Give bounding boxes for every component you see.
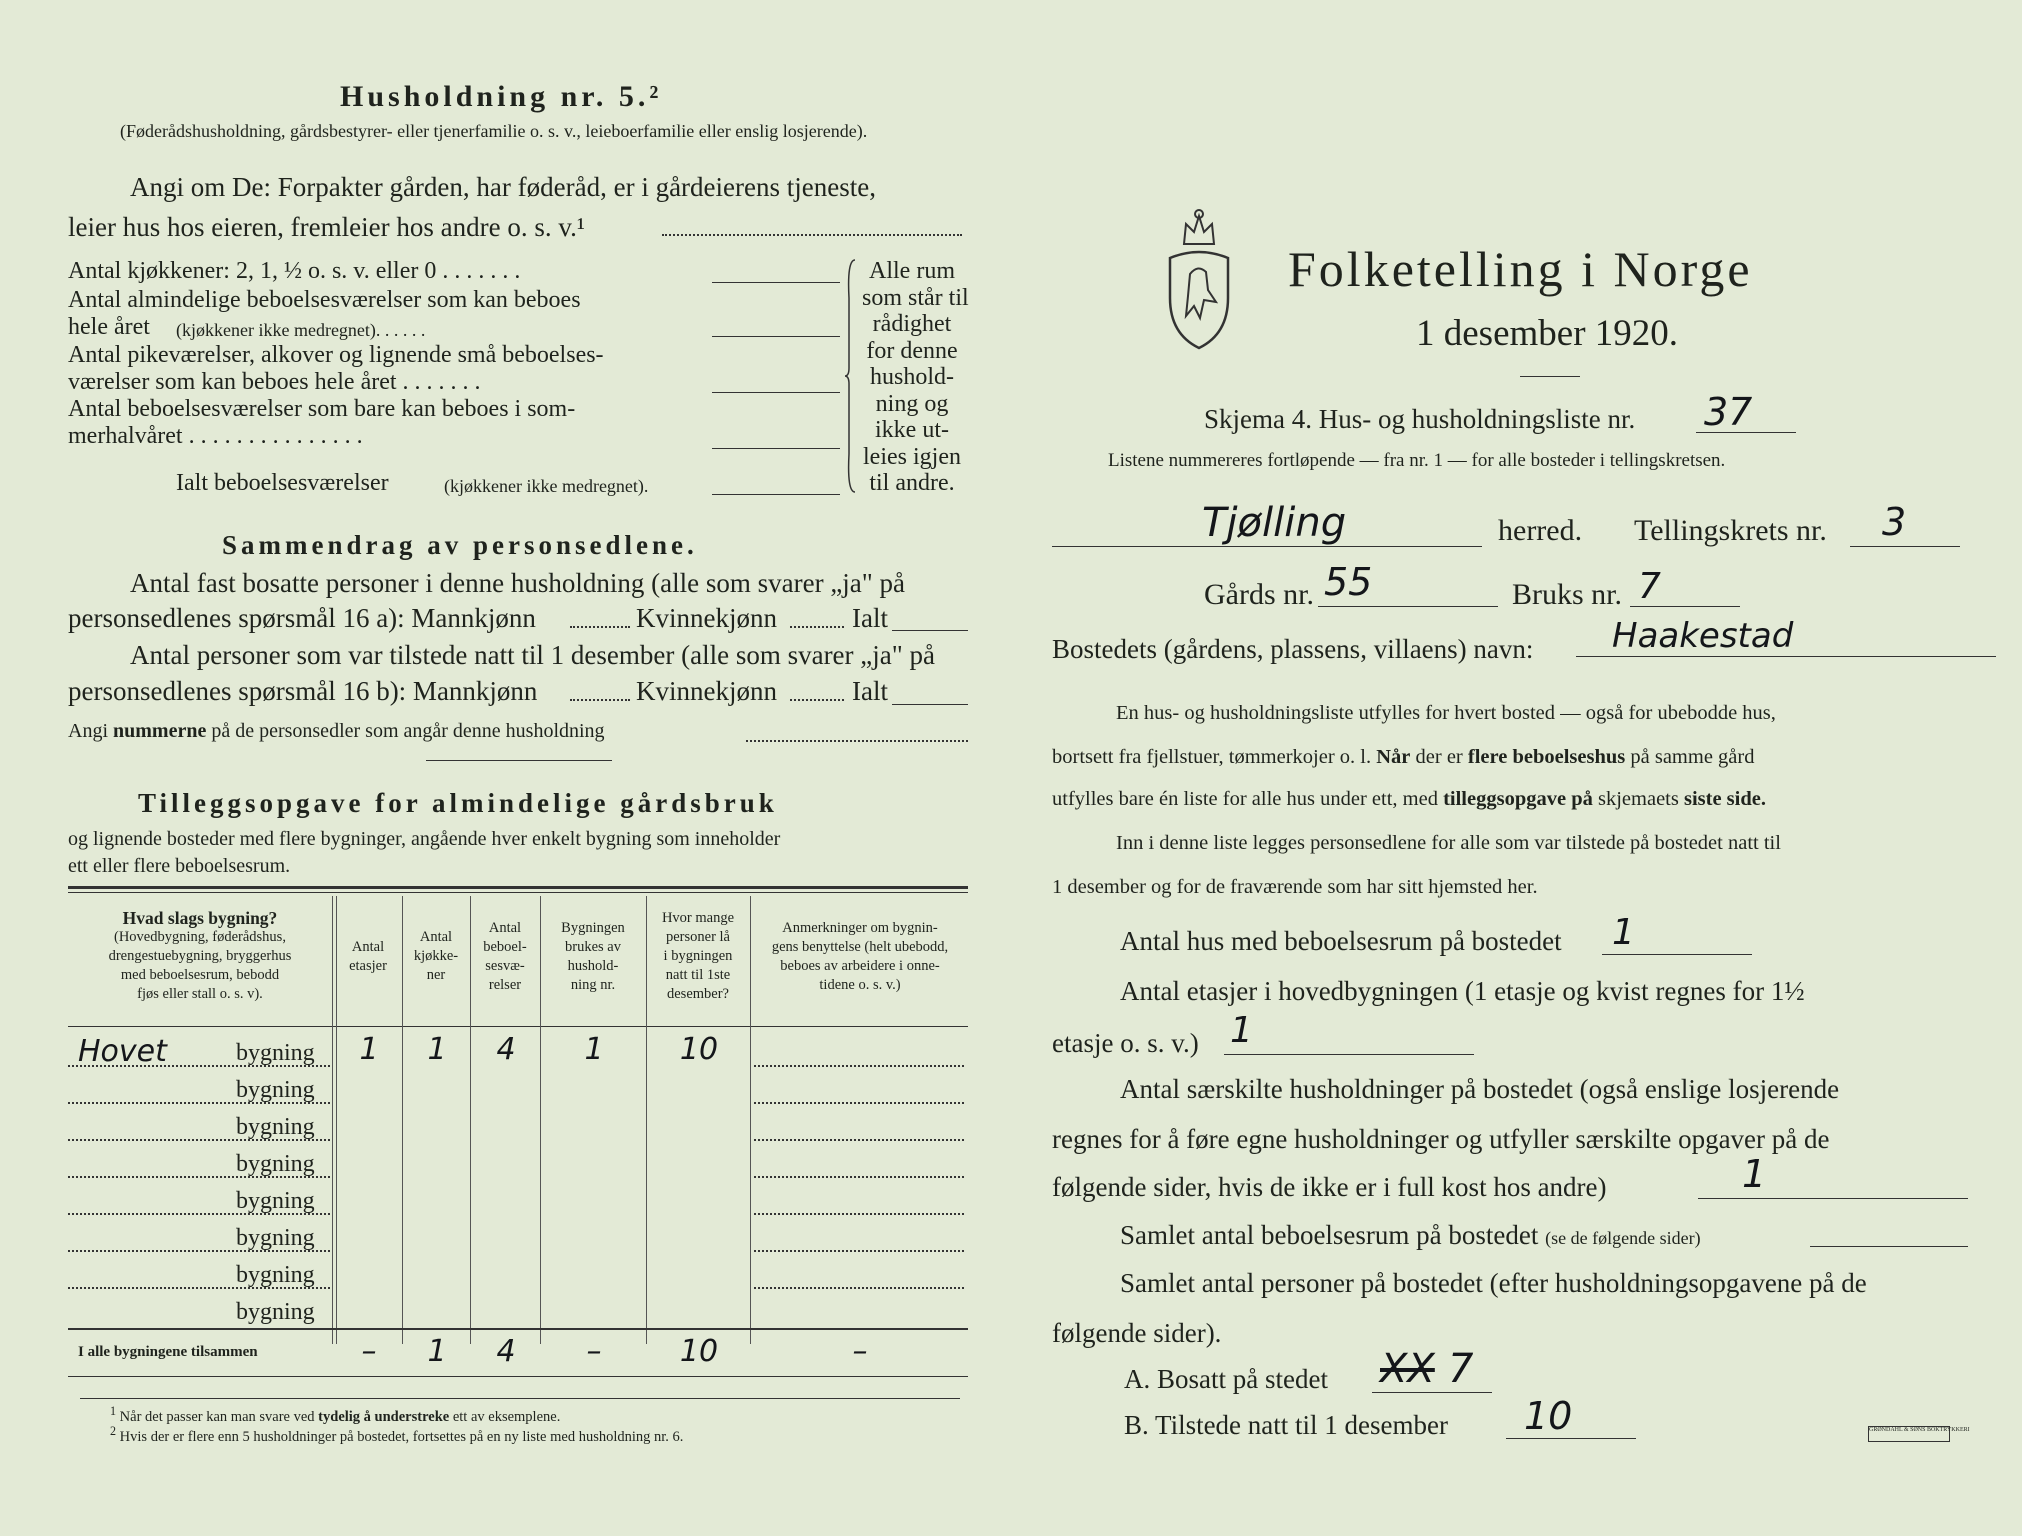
header-text: beboes av arbeidere i onne- [780, 957, 940, 974]
row-floors: 1 [359, 1032, 379, 1067]
instructions-bold: tilleggsopgave på [1443, 788, 1593, 810]
row-suffix: bygning [236, 1040, 315, 1066]
rooms-side-note [862, 258, 969, 497]
question-floors-1: Antal etasjer i hovedbygningen (1 etasje og kvist regnes for 1½ [1120, 976, 1805, 1006]
side-note-line: hushold- [870, 364, 954, 390]
answer-tilstede: 10 [1524, 1394, 1573, 1438]
tellingskrets-line [1850, 546, 1960, 547]
footnote-1-suffix: ett av eksemplene. [452, 1408, 561, 1425]
header-text: fjøs eller stall o. s. v). [137, 986, 263, 1002]
row-kind: Hovet [78, 1034, 167, 1069]
question-rooms-note: (se de følgende sider) [1545, 1228, 1701, 1248]
bosted-value: Haakestad [1612, 616, 1794, 656]
row-fill [68, 1250, 330, 1252]
footnote-1-prefix: Når det passer kan man svare ved [119, 1408, 315, 1425]
header-text: drengestuebygning, bryggerhus [108, 948, 292, 964]
female-fill [790, 699, 844, 701]
header-rule [68, 1026, 968, 1027]
header-text: gens benyttelse (helt ubebodd, [771, 938, 949, 955]
total-label: I alle bygningene tilsammen [78, 1344, 258, 1360]
row-suffix: bygning [236, 1299, 315, 1325]
header-text: desember? [666, 986, 729, 1002]
numbers-prefix: Angi [68, 720, 108, 742]
table-top-rule [68, 886, 968, 889]
summary-p2-line2: personsedlenes spørsmål 16 b): Mannkjønn [68, 676, 538, 706]
answer-line [712, 392, 840, 393]
total-rooms: 4 [496, 1334, 516, 1369]
row-suffix: bygning [236, 1114, 315, 1140]
answer-bosatt-struck: XX [1380, 1346, 1435, 1392]
rooms-maid-1: Antal pikeværelser, alkover og lignende små beboelses- [68, 342, 604, 368]
side-note-line: ikke ut- [875, 417, 949, 443]
row-remarks-fill [754, 1213, 964, 1215]
answer-floors-line [1224, 1054, 1474, 1055]
header-floors [336, 894, 400, 1019]
answer-bosatt: 7 [1448, 1346, 1474, 1392]
angi-line-1: Angi om De: Forpakter gården, har føderåd, er i gårdeierens tjeneste, [130, 172, 876, 202]
printer-mark: GRØNDAHL & SØNS BOKTRYKKERI [1868, 1426, 1950, 1442]
census-title: Folketelling i Norge [1288, 241, 1753, 297]
row-fill [68, 1287, 330, 1289]
question-rooms [1120, 1220, 1701, 1251]
header-text: beboel- [483, 938, 527, 955]
rooms-living-1: Antal almindelige beboelsesværelser som kan beboes [68, 287, 581, 313]
instructions-bold: Når [1376, 746, 1411, 768]
title-divider [1520, 376, 1580, 377]
total-kitchens: 1 [427, 1334, 447, 1369]
instructions-text: der er [1415, 746, 1463, 768]
table-row [68, 1291, 968, 1328]
row-remarks-fill [754, 1139, 964, 1141]
total-line [892, 630, 968, 631]
rooms-summer-1: Antal beboelsesværelser som bare kan beboes i som- [68, 396, 576, 422]
angi-fill-line [662, 234, 962, 236]
rooms-maid-2: værelser som kan beboes hele året . . . . . . . [68, 369, 481, 395]
summary-total-label: Ialt [852, 676, 888, 706]
question-persons-1: Samlet antal personer på bostedet (efter husholdningsopgavene på de [1120, 1268, 1867, 1298]
row-fill [68, 1176, 330, 1178]
row-suffix: bygning [236, 1077, 315, 1103]
schema-line [1696, 432, 1796, 433]
header-used-by [542, 894, 644, 1019]
table-row [68, 1143, 968, 1180]
instructions-text: bortsett fra fjellstuer, tømmerkojer o. l. [1052, 746, 1372, 768]
row-remarks-fill [754, 1287, 964, 1289]
header-text: natt til 1ste [665, 967, 731, 983]
summary-female-label: Kvinnekjønn [636, 603, 777, 633]
answer-houses-line [1602, 954, 1752, 955]
header-remarks [752, 894, 968, 1019]
total-persons: 10 [679, 1334, 719, 1369]
footnote-1-bold: tydelig å understreke [318, 1408, 450, 1425]
question-persons-2: følgende sider). [1052, 1318, 1222, 1348]
row-persons: 10 [679, 1032, 719, 1067]
tellingskrets-label: Tellingskrets nr. [1634, 514, 1827, 547]
rooms-summer-2: merhalvåret . . . . . . . . . . . . . . . [68, 423, 363, 449]
summary-female-label: Kvinnekjønn [636, 676, 777, 706]
male-fill [570, 699, 630, 701]
table-row [68, 1217, 968, 1254]
instructions-text: utfylles bare én liste for alle hus under ett, med [1052, 788, 1438, 810]
header-building [68, 894, 332, 1019]
footnote-rule [80, 1398, 960, 1399]
footnote-1: $^1$ Når det passer kan man svare ved tydelig å understreke ett av eksemplene. [110, 1404, 561, 1425]
row-suffix: bygning [236, 1262, 315, 1288]
gards-value: 55 [1324, 560, 1373, 604]
row-remarks-fill [754, 1102, 964, 1104]
header-building-title: Hvad slags bygning? [122, 908, 278, 928]
side-note-line: for denne [866, 337, 958, 364]
tellingskrets-value: 3 [1882, 500, 1907, 544]
row-kitchens: 1 [427, 1032, 447, 1067]
numbers-bold: nummerne [113, 720, 207, 742]
row-fill [68, 1213, 330, 1215]
instructions-text: på samme gård [1630, 746, 1755, 768]
header-text: ning nr. [570, 976, 616, 993]
rooms-total: Ialt beboelsesværelser [176, 470, 389, 496]
gards-line [1318, 606, 1498, 607]
instructions-line-5: 1 desember og for de fraværende som har sitt hjemsted her. [1052, 876, 1538, 898]
summary-total-label: Ialt [852, 603, 888, 633]
header-text: i bygningen [663, 948, 733, 964]
numbers-suffix: på de personsedler som angår denne husholdning [211, 720, 605, 742]
question-rooms-text: Samlet antal beboelsesrum på bostedet [1120, 1220, 1539, 1250]
herred-value: Tjølling [1202, 500, 1347, 546]
female-fill [790, 626, 844, 628]
table-top-rule [68, 892, 968, 893]
table-row [68, 1180, 968, 1217]
header-text: (Hovedbygning, føderådshus, [114, 929, 286, 945]
household-note: (Føderådshusholdning, gårdsbestyrer- eller tjenerfamilie o. s. v., leieboerfamilie eller enslig losjerende). [120, 121, 868, 141]
header-text: etasjer [349, 957, 387, 974]
row-fill [68, 1065, 330, 1067]
row-suffix: bygning [236, 1225, 315, 1251]
row-remarks-fill [754, 1176, 964, 1178]
supplement-intro-1: og lignende bosteder med flere bygninger, angående hver enkelt bygning som inneholder [68, 828, 781, 850]
header-text: brukes av [565, 938, 621, 955]
side-note-line: rådighet [872, 311, 952, 337]
header-text: Anmerkninger om bygnin- [782, 919, 938, 936]
side-note-line: som står til [862, 284, 969, 311]
side-note-line: ning og [875, 390, 949, 417]
answer-line [712, 494, 840, 495]
answer-line [712, 448, 840, 449]
numbers-fill [746, 740, 968, 742]
question-households-1: Antal særskilte husholdninger på bostedet (også enslige losjerende [1120, 1074, 1840, 1104]
instructions-line-3 [1052, 788, 1766, 811]
question-floors-2: etasje o. s. v.) [1052, 1028, 1199, 1058]
answer-tilstede-line [1506, 1438, 1636, 1439]
summary-p2-line1: Antal personer som var tilstede natt til 1 desember (alle som svarer „ja" på [130, 640, 936, 670]
header-text: sesvæ- [485, 957, 525, 974]
total-household: – [586, 1334, 602, 1369]
row-remarks-fill [754, 1250, 964, 1252]
instructions-bold: siste side. [1683, 788, 1766, 810]
footnote-2-text: Hvis der er flere enn 5 husholdninger på bostedet, fortsettes på en ny liste med husholdning nr. 6. [119, 1428, 684, 1445]
header-text: Hvor mange [661, 910, 735, 926]
rooms-total-note: (kjøkkener ikke medregnet). [444, 476, 649, 496]
answer-households: 1 [1742, 1152, 1767, 1196]
instructions-bold: flere beboelseshus [1467, 746, 1626, 768]
summary-p1-line2: personsedlenes spørsmål 16 a): Mannkjønn [68, 603, 536, 633]
table-row [68, 1254, 968, 1291]
summary-title: Sammendrag av personsedlene. [222, 530, 698, 560]
answer-bosatt-line [1372, 1392, 1492, 1393]
answer-line [712, 282, 840, 283]
answer-rooms-line [1810, 1246, 1968, 1247]
household-title: Husholdning nr. 5.² [340, 80, 663, 113]
instructions-line-2 [1052, 746, 1754, 769]
header-text: Antal [488, 919, 522, 936]
row-suffix: bygning [236, 1151, 315, 1177]
question-households-2: regnes for å føre egne husholdninger og utfyller særskilte opgaver på de [1052, 1124, 1830, 1154]
row-suffix: bygning [236, 1188, 315, 1214]
header-text: tidene o. s. v.) [819, 976, 901, 993]
footnote-2: $^2$ Hvis der er flere enn 5 husholdninger på bostedet, fortsettes på en ny liste med husholdning nr. 6. [110, 1424, 684, 1445]
table-bottom-rule [68, 1376, 968, 1377]
herred-line [1052, 546, 1482, 547]
row-remarks-fill [754, 1065, 964, 1067]
side-note-line: leies igjen [863, 443, 961, 470]
rooms-living-2-note: (kjøkkener ikke medregnet). . . . . . [176, 320, 426, 340]
angi-line-2: leier hus hos eieren, fremleier hos andre o. s. v.¹ [68, 212, 585, 242]
side-note-line: Alle rum [869, 258, 955, 284]
row-household: 1 [584, 1032, 604, 1067]
rooms-kitchens: Antal kjøkkener: 2, 1, ½ o. s. v. eller 0 . . . . . . . [68, 258, 521, 284]
summary-numbers-line [68, 720, 605, 743]
supplement-intro-2: ett eller flere beboelsesrum. [68, 855, 291, 877]
header-text: relser [488, 976, 522, 993]
question-households-3: følgende sider, hvis de ikke er i full kost hos andre) [1052, 1172, 1607, 1202]
answer-houses: 1 [1612, 912, 1635, 953]
header-text: personer lå [665, 929, 730, 945]
schema-label: Skjema 4. Hus- og husholdningsliste nr. [1204, 404, 1636, 434]
answer-floors: 1 [1230, 1010, 1253, 1051]
header-text: hushold- [567, 957, 619, 974]
schema-number: 37 [1704, 390, 1753, 434]
total-remarks: – [852, 1334, 868, 1369]
header-text: Bygningen [561, 919, 625, 936]
total-line [892, 704, 968, 705]
instructions-line-4: Inn i denne liste legges personsedlene for alle som var tilstede på bostedet natt til [1116, 832, 1781, 854]
coat-of-arms-icon [1164, 206, 1234, 350]
table-row [68, 1106, 968, 1143]
numbering-note: Listene nummereres fortløpende — fra nr. 1 — for alle bosteder i tellingskretsen. [1108, 450, 1726, 471]
bruks-value: 7 [1638, 566, 1661, 607]
bruks-line [1630, 606, 1740, 607]
header-persons [648, 894, 748, 1019]
header-text: Antal [351, 938, 385, 955]
herred-label: herred. [1498, 514, 1583, 547]
supplement-title: Tilleggsopgave for almindelige gårdsbruk [138, 788, 778, 818]
instructions-line-1: En hus- og husholdningsliste utfylles for hvert bosted — også for ubebodde hus, [1116, 702, 1776, 724]
side-note-line: til andre. [869, 470, 955, 496]
census-date: 1 desember 1920. [1416, 313, 1679, 354]
gards-label: Gårds nr. [1204, 578, 1314, 611]
question-tilstede: B. Tilstede natt til 1 desember [1124, 1410, 1448, 1440]
divider [426, 760, 612, 761]
header-text: kjøkke- [413, 948, 459, 964]
question-bosatt: A. Bosatt på stedet [1124, 1364, 1328, 1394]
row-rooms: 4 [496, 1032, 516, 1067]
bosted-line [1576, 656, 1996, 657]
buildings-table [68, 886, 968, 1382]
header-rooms [472, 894, 538, 1019]
table-row [68, 1032, 968, 1069]
question-houses: Antal hus med beboelsesrum på bostedet [1120, 926, 1562, 956]
row-fill [68, 1102, 330, 1104]
bruks-label: Bruks nr. [1512, 578, 1623, 611]
right-page [1012, 0, 2022, 1536]
table-row [68, 1069, 968, 1106]
header-text: ner [426, 967, 446, 983]
summary-p1-line1: Antal fast bosatte personer i denne husholdning (alle som svarer „ja" på [130, 568, 906, 598]
brace-icon [845, 258, 857, 494]
rooms-living-2: hele året [68, 314, 150, 340]
answer-line [712, 336, 840, 337]
row-fill [68, 1139, 330, 1141]
instructions-text: skjemaets [1598, 788, 1679, 810]
table-total-row [68, 1330, 968, 1376]
bosted-label: Bostedets (gårdens, plassens, villaens) navn: [1052, 634, 1534, 664]
header-kitchens [404, 894, 468, 1019]
answer-households-line [1698, 1198, 1968, 1199]
header-text: med beboelsesrum, bebodd [120, 967, 280, 983]
male-fill [570, 626, 630, 628]
header-text: Antal [419, 929, 453, 945]
total-floors: – [361, 1334, 377, 1369]
